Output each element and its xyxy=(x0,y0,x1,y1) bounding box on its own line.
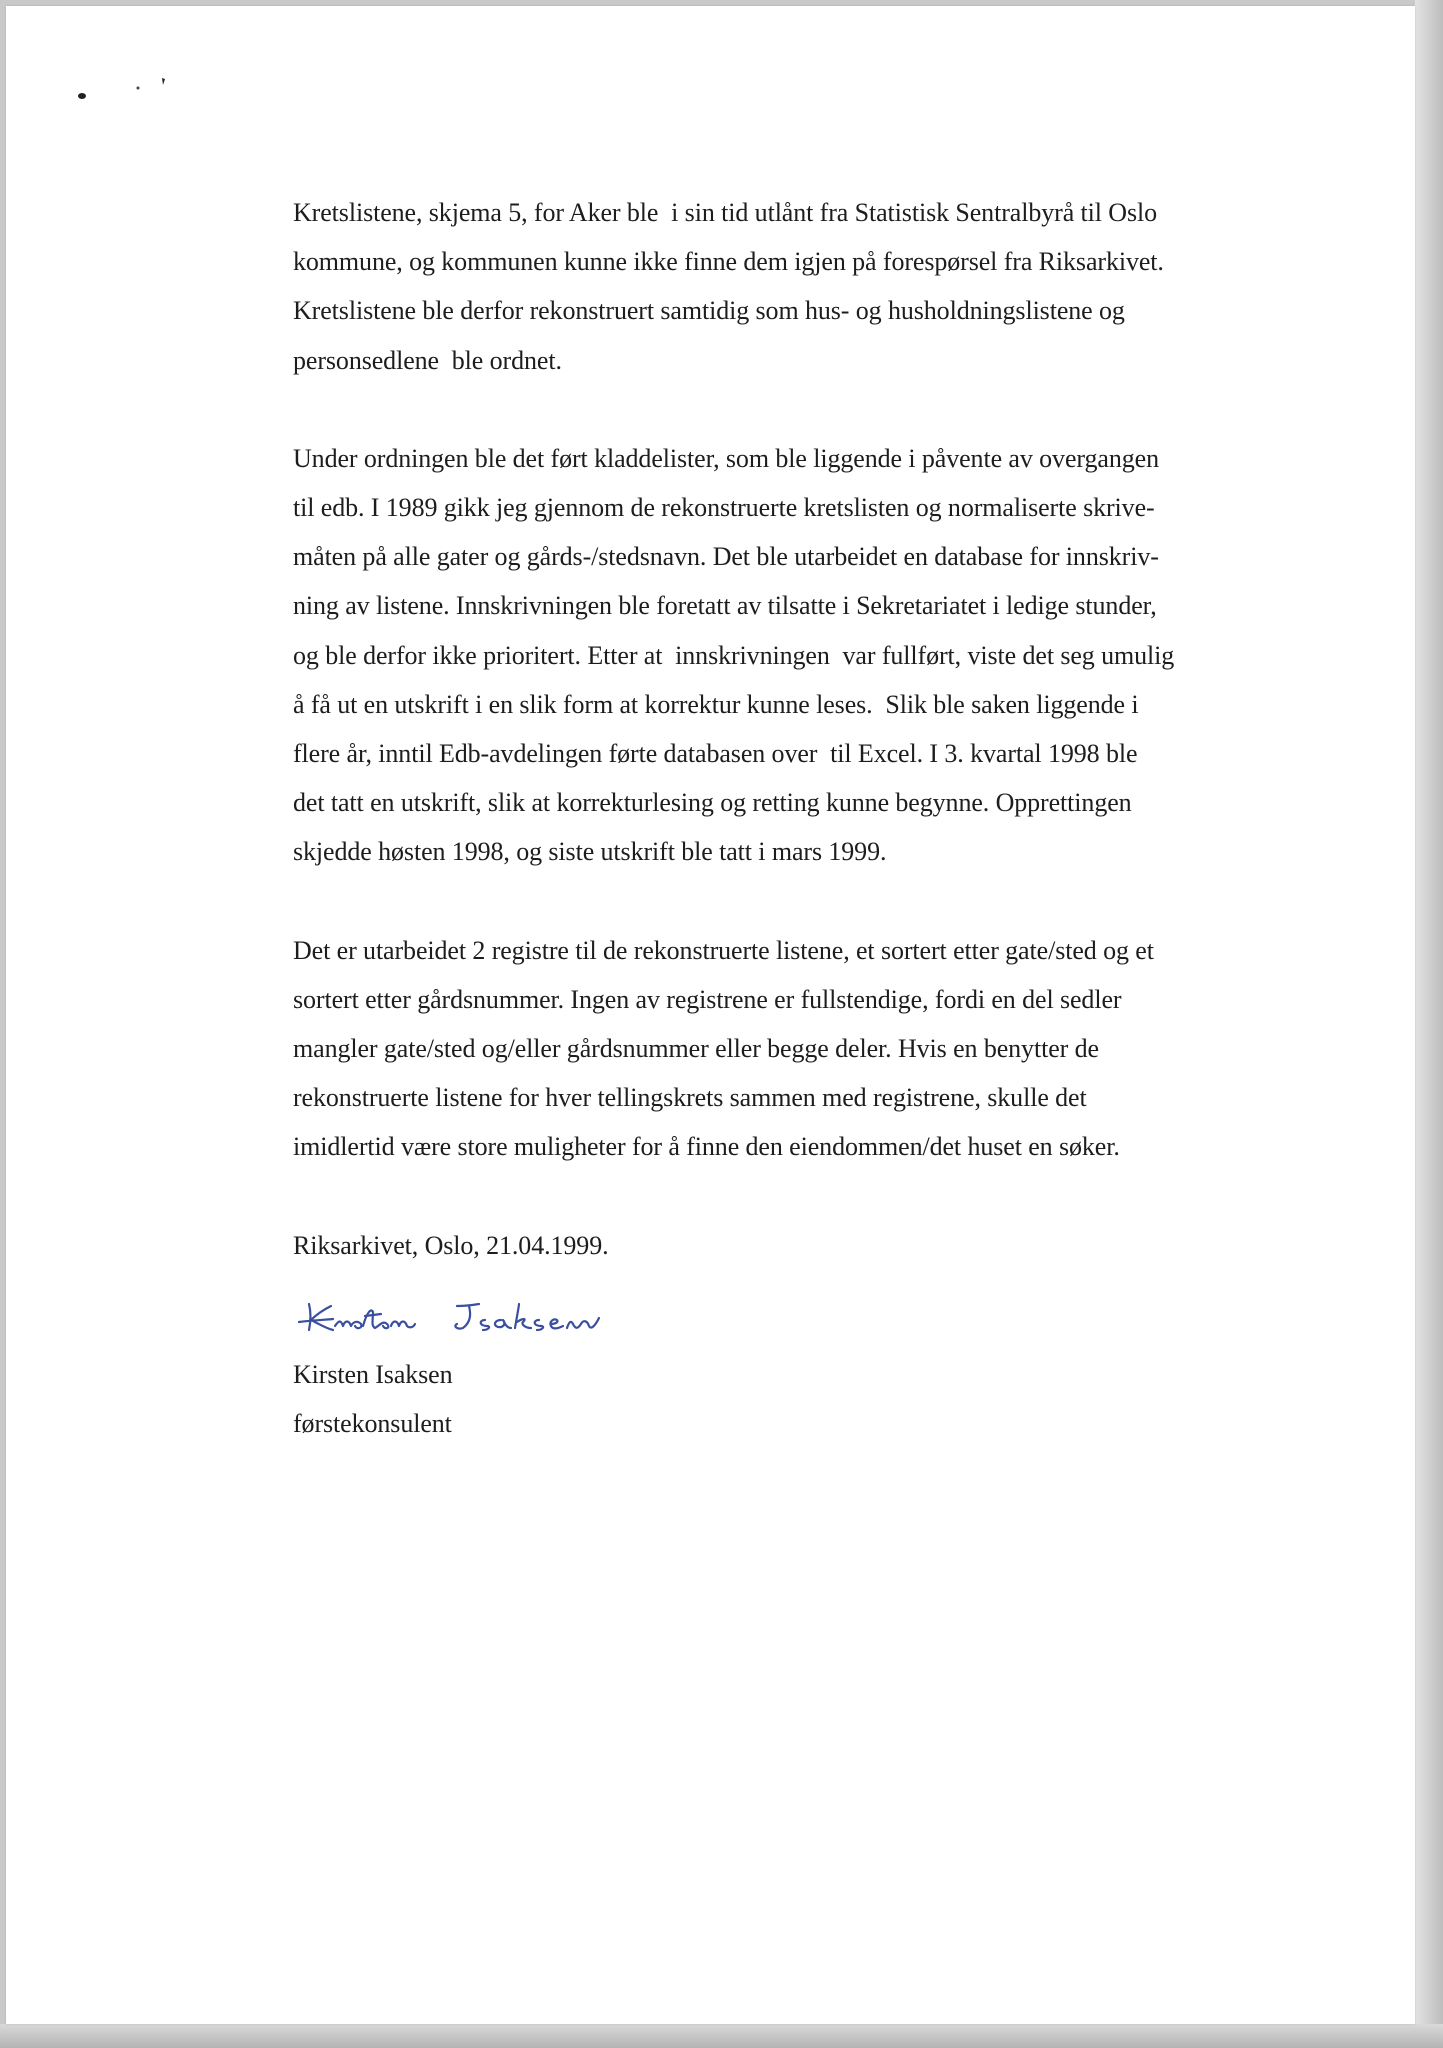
text-line: Kretslistene, skjema 5, for Aker ble i sin tid utlånt fra Statistisk Sentralbyrå til Oslo xyxy=(293,198,1158,227)
text-line: å få ut en utskrift i en slik form at korrektur kunne leses. Slik ble saken liggende i xyxy=(293,689,1139,719)
handwritten-signature xyxy=(293,1290,653,1340)
text-line: til edb. I 1989 gikk jeg gjennom de rekonstruerte kretslisten og normaliserte skrive- xyxy=(293,493,1155,523)
document-page xyxy=(6,6,1415,2024)
text-line: Under ordningen ble det ført kladdelister, som ble liggende i påvente av overgangen xyxy=(293,443,1159,473)
text-line: det tatt en utskrift, slik at korrekturlesing og retting kunne begynne. Opprettingen xyxy=(293,788,1132,818)
text-line: kommune, og kommunen kunne ikke finne dem igjen på forespørsel fra Riksarkivet. xyxy=(293,247,1164,277)
text-line: Det er utarbeidet 2 registre til de rekonstruerte listene, et sortert etter gate/sted og et xyxy=(293,935,1154,965)
text-line: Kretslistene ble derfor rekonstruert samtidig som hus- og husholdningslistene og xyxy=(293,296,1125,326)
text-line: og ble derfor ikke prioritert. Etter at innskrivningen var fullført, viste det seg umulig xyxy=(293,640,1175,670)
place-date-text: Riksarkivet, Oslo, 21.04.1999. xyxy=(293,1230,609,1260)
signer-name: Kirsten Isaksen xyxy=(293,1359,453,1389)
place-and-date xyxy=(293,1221,1293,1270)
scan-edge-bottom xyxy=(0,2024,1443,2048)
text-line: sortert etter gårdsnummer. Ingen av registrene er fullstendige, fordi en del sedler xyxy=(293,984,1122,1014)
text-line: ning av listene. Innskrivningen ble foretatt av tilsatte i Sekretariatet i ledige stunder, xyxy=(293,591,1157,621)
scan-specks xyxy=(76,74,186,104)
paragraph-3 xyxy=(293,926,1293,1172)
paragraph-2 xyxy=(293,434,1293,877)
text-line: rekonstruerte listene for hver tellingskrets sammen med registrene, skulle det xyxy=(293,1083,1087,1113)
text-line: flere år, inntil Edb-avdelingen førte databasen over til Excel. I 3. kvartal 1998 ble xyxy=(293,739,1138,769)
text-line: imidlertid være store muligheter for å finne den eiendommen/det huset en søker. xyxy=(293,1132,1120,1162)
text-line: måten på alle gater og gårds-/stedsnavn. Det ble utarbeidet en database for innskriv- xyxy=(293,542,1159,572)
text-line: skjedde høsten 1998, og siste utskrift ble tatt i mars 1999. xyxy=(293,837,887,867)
text-line: mangler gate/sted og/eller gårdsnummer eller begge deler. Hvis en benytter de xyxy=(293,1034,1099,1064)
paragraph-1 xyxy=(293,188,1293,385)
text-line: personsedlene ble ordnet. xyxy=(293,345,562,375)
scan-edge-right xyxy=(1415,0,1443,2048)
signer-block xyxy=(293,1350,1293,1448)
signer-title: førstekonsulent xyxy=(293,1409,452,1439)
letter-body xyxy=(293,188,1293,1448)
